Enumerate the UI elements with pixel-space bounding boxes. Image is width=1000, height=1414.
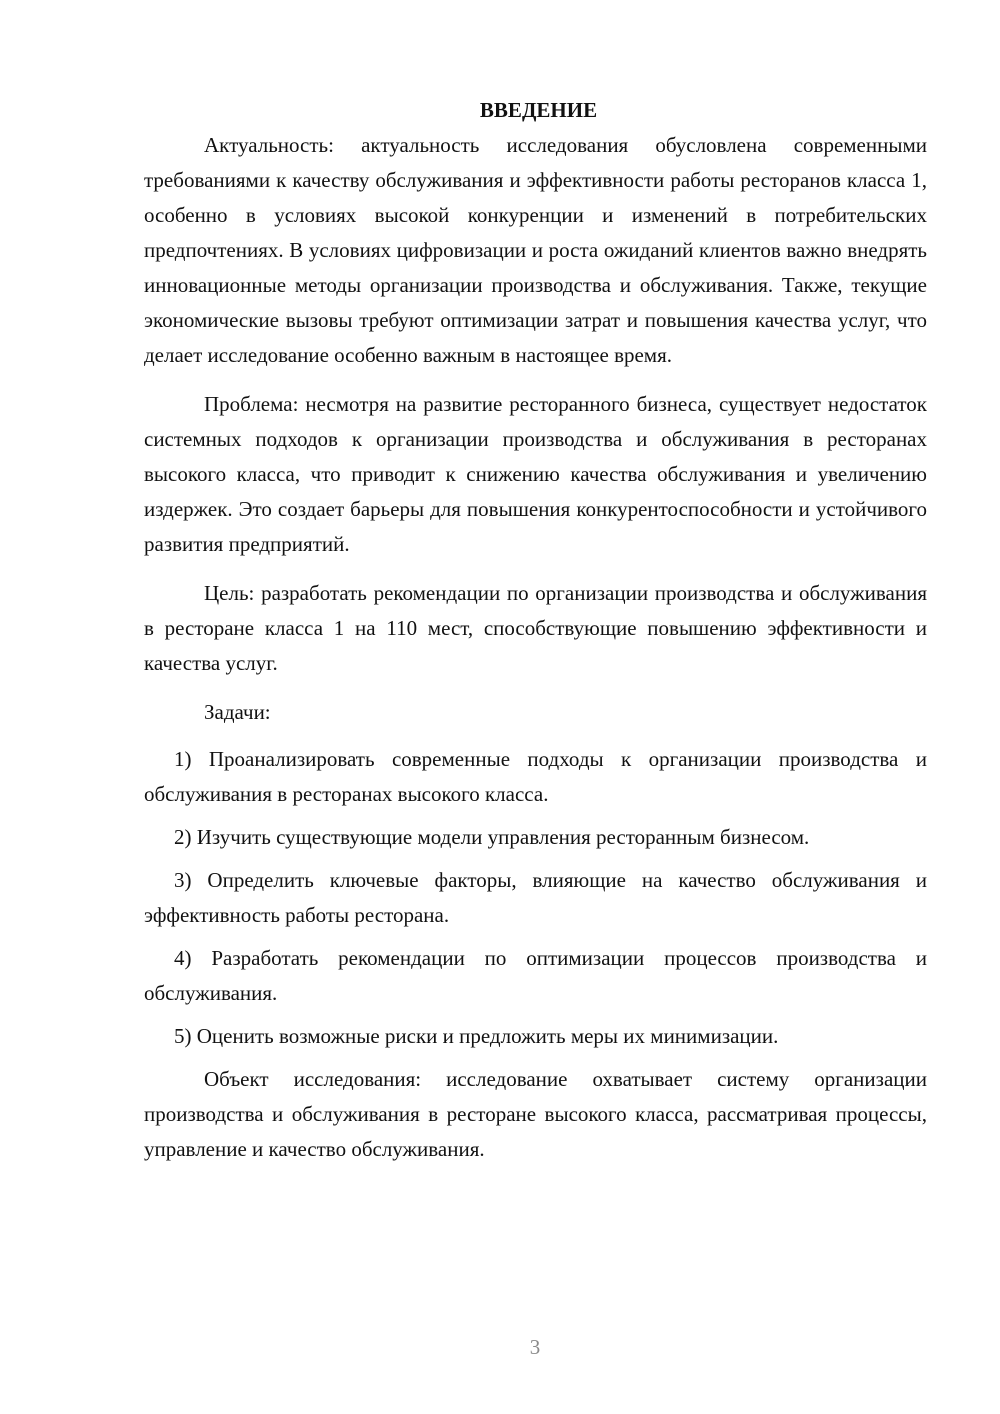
goal-paragraph: Цель: разработать рекомендации по организации производства и обслуживания в ресторане класса 1 на 110 мест, способствующие повышению эффективности и качества услуг. xyxy=(144,581,927,675)
page-title: ВВЕДЕНИЕ xyxy=(479,98,598,122)
problem-paragraph: Проблема: несмотря на развитие ресторанного бизнеса, существует недостаток системных подходов к организации производства и обслуживания в ресторанах высокого класса, что приводит к снижению качества обслуживания и увеличению издержек. Это создает барьеры для повышения конкурентоспособности и устойчивого развития предприятий. xyxy=(144,392,927,556)
page-content xyxy=(144,94,927,1167)
task-item-1: 1) Проанализировать современные подходы к организации производства и обслуживания в ресторанах высокого класса. xyxy=(144,747,927,806)
task-item-3: 3) Определить ключевые факторы, влияющие на качество обслуживания и эффективность работы ресторана. xyxy=(144,868,927,927)
task-item-5: 5) Оценить возможные риски и предложить меры их минимизации. xyxy=(174,1024,779,1048)
relevance-paragraph: Актуальность: актуальность исследования обусловлена современными требованиями к качеству обслуживания и эффективности работы ресторанов класса 1, особенно в условиях высокой конкуренции и изменений в потребительских предпочтениях. В условиях цифровизации и роста ожиданий клиентов важно внедрять инновационные методы организации производства и обслуживания. Также, текущие экономические вызовы требуют оптимизации затрат и повышения качества услуг, что делает исследование особенно важным в настоящее время. xyxy=(144,133,927,367)
task-item-4: 4) Разработать рекомендации по оптимизации процессов производства и обслуживания. xyxy=(144,946,927,1005)
object-paragraph: Объект исследования: исследование охватывает систему организации производства и обслуживания в ресторане высокого класса, рассматривая процессы, управление и качество обслуживания. xyxy=(144,1067,927,1161)
task-item-2: 2) Изучить существующие модели управления ресторанным бизнесом. xyxy=(174,825,810,849)
page-number: 3 xyxy=(529,1335,541,1359)
tasks-heading: Задачи: xyxy=(204,700,271,724)
